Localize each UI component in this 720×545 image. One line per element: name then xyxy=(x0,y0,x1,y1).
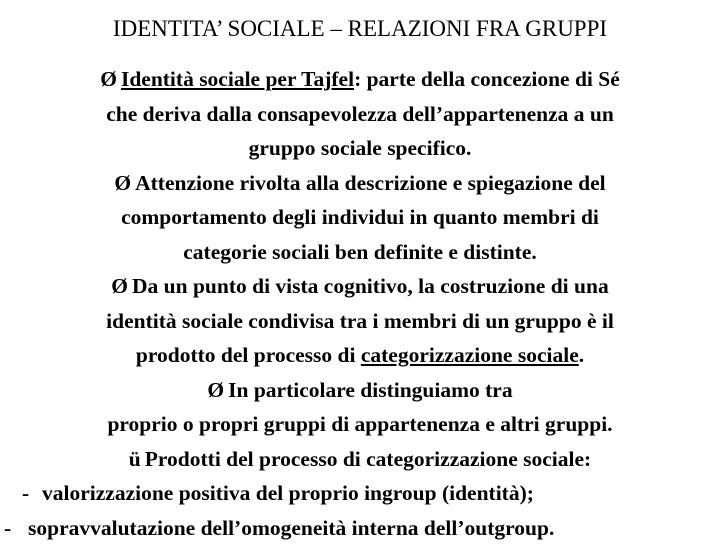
underlined-term-tajfel: Identità sociale per Tajfel xyxy=(121,67,354,91)
arrow-bullet-icon: Ø xyxy=(114,166,131,201)
paragraph-distinguish-line-2: proprio o propri gruppi di appartenenza e altri gruppi. xyxy=(0,407,720,442)
text-span: Prodotti del processo di categorizzazione sociale: xyxy=(145,447,591,471)
text-span: Da un punto di vista cognitivo, la costruzione di una xyxy=(132,274,609,298)
list-item-ingroup xyxy=(0,476,720,511)
text-span: : parte della concezione di Sé xyxy=(354,67,620,91)
paragraph-tajfel-line-3: gruppo sociale specifico. xyxy=(0,131,720,166)
dash-bullet-icon: - xyxy=(0,511,28,545)
paragraph-attention-line-2: comportamento degli individui in quanto membri di xyxy=(0,200,720,235)
paragraph-attention-line-3: categorie sociali ben definite e distinte. xyxy=(0,235,720,270)
list-item-text: sopravvalutazione dell’omogeneità interna dell’outgroup. xyxy=(28,516,554,540)
text-span: prodotto del processo di xyxy=(136,343,361,367)
text-span: . xyxy=(579,343,584,367)
arrow-bullet-icon: Ø xyxy=(100,62,117,97)
check-bullet-icon: ü xyxy=(129,442,141,477)
paragraph-cognitive-line-2: identità sociale condivisa tra i membri di un gruppo è il xyxy=(0,304,720,339)
paragraph-cognitive-line-3 xyxy=(0,338,720,373)
list-item-text: valorizzazione positiva del proprio ingroup (identità); xyxy=(42,481,534,505)
arrow-bullet-icon: Ø xyxy=(111,269,128,304)
paragraph-tajfel-line-1 xyxy=(0,62,720,97)
slide-body xyxy=(0,62,720,545)
arrow-bullet-icon: Ø xyxy=(207,373,224,408)
text-span: Attenzione rivolta alla descrizione e spiegazione del xyxy=(135,171,606,195)
text-span: In particolare distinguiamo tra xyxy=(228,378,512,402)
underlined-term-categorization: categorizzazione sociale xyxy=(361,343,579,367)
paragraph-distinguish-line-1 xyxy=(0,373,720,408)
paragraph-attention-line-1 xyxy=(0,166,720,201)
slide-title: IDENTITA’ SOCIALE – RELAZIONI FRA GRUPPI xyxy=(0,14,720,44)
dash-bullet-icon: - xyxy=(22,476,42,511)
paragraph-products-line-1 xyxy=(0,442,720,477)
paragraph-cognitive-line-1 xyxy=(0,269,720,304)
paragraph-tajfel-line-2: che deriva dalla consapevolezza dell’appartenenza a un xyxy=(0,97,720,132)
